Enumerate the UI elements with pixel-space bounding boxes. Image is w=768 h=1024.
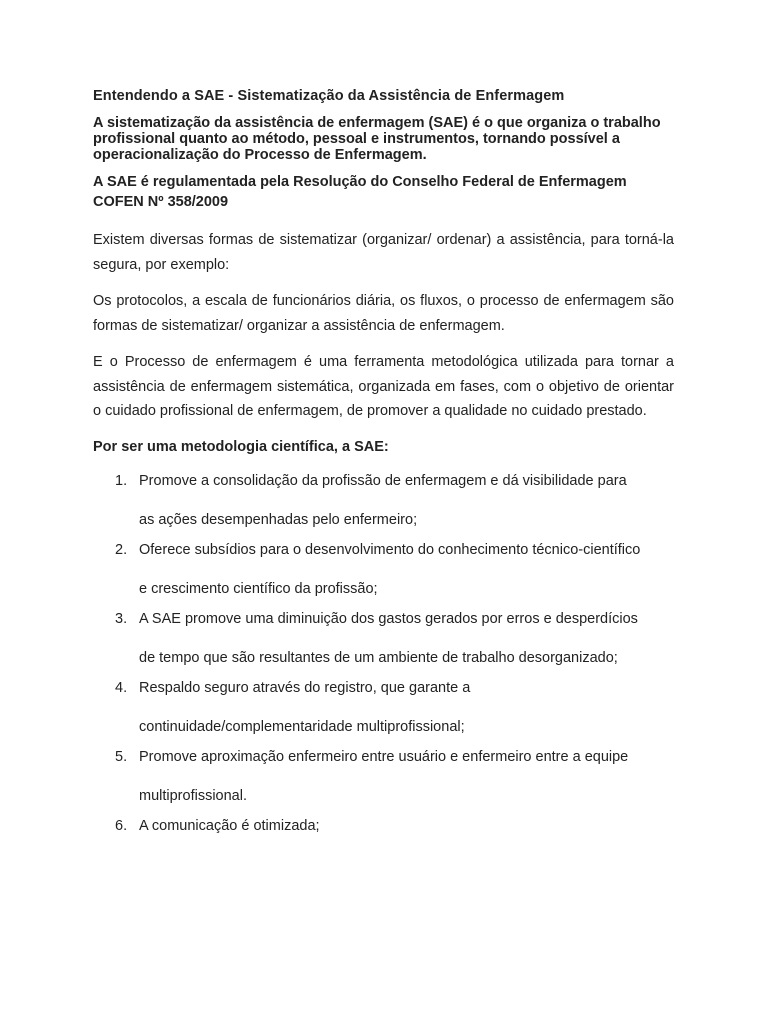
- list-item-number: 4.: [115, 679, 128, 696]
- list-item: [93, 738, 674, 816]
- list-item: [93, 600, 674, 678]
- list-item-line: Oferece subsídios para o desenvolvimento do conhecimento técnico-científico: [139, 541, 641, 558]
- paragraph: E o Processo de enfermagem é uma ferramenta metodológica utilizada para tornar a assistência de enfermagem sistemática, organizada em fases, com o objetivo de orientar o cuidado profissional de enfermagem, de promover a qualidade no cuidado prestado.: [93, 354, 674, 419]
- list-item-line: Promove aproximação enfermeiro entre usuário e enfermeiro entre a equipe: [139, 748, 629, 765]
- list-item: [93, 807, 674, 846]
- list-item-line: de tempo que são resultantes de um ambiente de trabalho desorganizado;: [139, 649, 618, 666]
- list-item-line: e crescimento científico da profissão;: [139, 580, 378, 597]
- paragraph: Os protocolos, a escala de funcionários diária, os fluxos, o processo de enfermagem são formas de sistematizar/ organizar a assistência de enfermagem.: [93, 293, 674, 334]
- list-item: [93, 462, 674, 540]
- list-item: [93, 669, 674, 747]
- list-item-number: 2.: [115, 541, 128, 558]
- list-item-line: A SAE promove uma diminuição dos gastos gerados por erros e desperdícios: [139, 610, 638, 627]
- list-item-number: 1.: [115, 472, 128, 489]
- list-item-line: as ações desempenhadas pelo enfermeiro;: [139, 511, 418, 528]
- list-item: [93, 531, 674, 609]
- list-item-line: Promove a consolidação da profissão de enfermagem e dá visibilidade para: [139, 472, 627, 489]
- list-item-line: A comunicação é otimizada;: [139, 817, 320, 834]
- list-item-line: multiprofissional.: [139, 787, 247, 804]
- list-item-line: continuidade/complementaridade multiprofissional;: [139, 718, 465, 735]
- list-item-number: 3.: [115, 610, 128, 627]
- document-body: [93, 86, 674, 846]
- benefits-list: [93, 462, 674, 846]
- section-heading: Por ser uma metodologia científica, a SAE:: [93, 438, 389, 455]
- list-item-number: 6.: [115, 817, 128, 834]
- intro-bold-paragraph: A sistematização da assistência de enfermagem (SAE) é o que organiza o trabalho profissional quanto ao método, pessoal e instrumentos, tornando possível a operacionalização do Processo de Enfermagem.: [93, 115, 661, 163]
- list-item-line: Respaldo seguro através do registro, que garante a: [139, 679, 471, 696]
- list-item-number: 5.: [115, 748, 128, 765]
- paragraph: Existem diversas formas de sistematizar (organizar/ ordenar) a assistência, para torná-la segura, por exemplo:: [93, 232, 674, 273]
- regulation-bold-paragraph: A SAE é regulamentada pela Resolução do Conselho Federal de Enfermagem COFEN Nº 358/2009: [93, 174, 627, 210]
- document-title: Entendendo a SAE - Sistematização da Assistência de Enfermagem: [93, 88, 565, 104]
